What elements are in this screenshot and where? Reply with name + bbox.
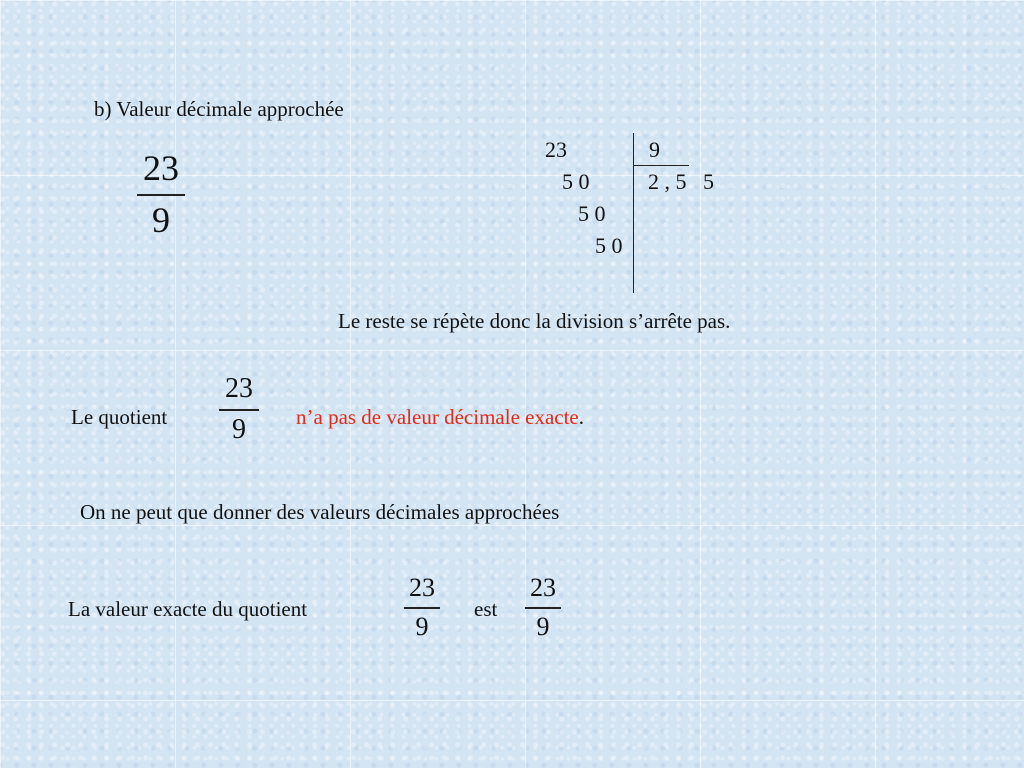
division-remainder-1: 5 0 [562,169,590,194]
statement-quotient-suffix: . [578,405,585,429]
division-horizontal-line [633,165,689,166]
division-dividend: 23 [545,137,567,162]
statement-exact-middle: est [474,597,498,621]
main-fraction-bar [137,194,185,196]
statement-exact-right-denominator: 9 [536,612,550,641]
division-quotient: 2 , 5 5 [648,169,714,194]
remark-repeat: Le reste se répète donc la division s’arrête pas. [338,309,731,333]
main-fraction-numerator: 23 [143,148,179,188]
statement-exact-prefix: La valeur exacte du quotient [68,597,308,621]
division-remainder-3: 5 0 [595,233,623,258]
statement-quotient-numerator: 23 [225,373,253,404]
division-remainder-2: 5 0 [578,201,606,226]
statement-quotient-text [296,405,584,429]
section-heading: b) Valeur décimale approchée [94,97,344,121]
statement-quotient-highlight: n’a pas de valeur décimale exacte [296,405,579,429]
statement-exact-left-numerator: 23 [409,573,435,602]
statement-quotient-denominator: 9 [232,414,246,445]
statement-exact-right-numerator: 23 [530,573,556,602]
statement-quotient-fraction [219,375,259,444]
main-fraction [137,150,185,238]
statement-exact-fraction-left [404,575,440,640]
division-vertical-line [633,133,634,293]
statement-exact-right-bar [525,607,561,609]
statement-exact-left-bar [404,607,440,609]
statement-exact-fraction-right [525,575,561,640]
main-fraction-denominator: 9 [152,200,170,240]
statement-exact-left-denominator: 9 [415,612,429,641]
statement-quotient-prefix: Le quotient [71,405,168,429]
statement-approx: On ne peut que donner des valeurs décimales approchées [80,500,560,524]
division-divisor: 9 [649,137,660,162]
statement-quotient-bar [219,409,259,411]
